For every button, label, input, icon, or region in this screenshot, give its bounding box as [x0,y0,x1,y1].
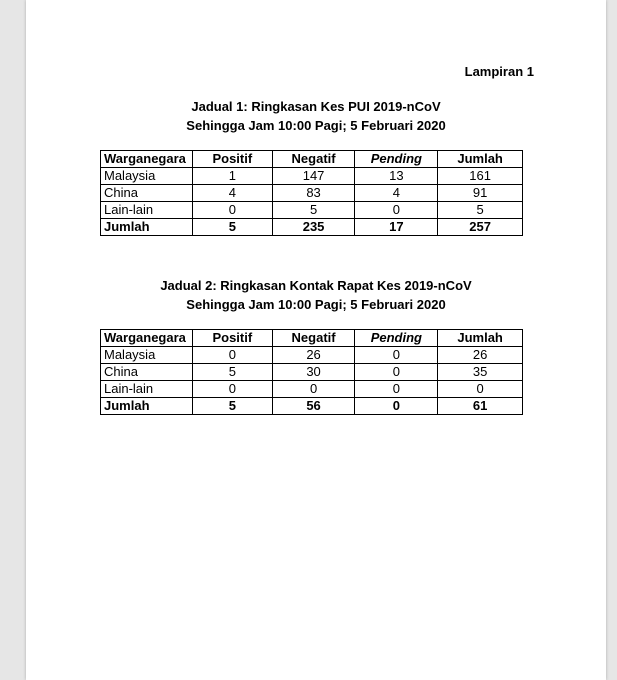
cell-jumlah: 161 [438,168,523,185]
header-pending: Pending [355,151,438,168]
total-row [101,398,523,415]
header-negatif: Negatif [272,151,355,168]
cell-pending: 0 [355,381,438,398]
table-row [101,185,523,202]
cell-country: China [101,364,193,381]
cell-total-label: Jumlah [101,219,193,236]
cell-jumlah: 26 [438,347,523,364]
cell-country: China [101,185,193,202]
cell-total-jumlah: 257 [438,219,523,236]
cell-positif: 0 [192,202,272,219]
cell-negatif: 147 [272,168,355,185]
pui-summary-table [100,150,523,236]
cell-total-label: Jumlah [101,398,193,415]
table2-title-line1: Jadual 2: Ringkasan Kontak Rapat Kes 2019-nCoV [160,278,472,293]
cell-country: Malaysia [101,347,193,364]
cell-negatif: 83 [272,185,355,202]
cell-country: Malaysia [101,168,193,185]
cell-country: Lain-lain [101,202,193,219]
cell-total-positif: 5 [192,219,272,236]
header-jumlah: Jumlah [438,330,523,347]
cell-total-jumlah: 61 [438,398,523,415]
cell-negatif: 30 [272,364,355,381]
table-row [101,202,523,219]
cell-country: Lain-lain [101,381,193,398]
table-header-row [101,330,523,347]
cell-pending: 0 [355,202,438,219]
cell-jumlah: 5 [438,202,523,219]
cell-total-negatif: 56 [272,398,355,415]
total-row [101,219,523,236]
table2-title-line2: Sehingga Jam 10:00 Pagi; 5 Februari 2020 [186,297,446,312]
table-row [101,168,523,185]
annex-label: Lampiran 1 [464,64,534,79]
header-positif: Positif [192,330,272,347]
cell-pending: 0 [355,364,438,381]
header-positif: Positif [192,151,272,168]
cell-negatif: 0 [272,381,355,398]
cell-positif: 4 [192,185,272,202]
table-row [101,381,523,398]
table-row [101,364,523,381]
table-row [101,347,523,364]
cell-positif: 1 [192,168,272,185]
cell-negatif: 5 [272,202,355,219]
cell-pending: 4 [355,185,438,202]
header-warganegara: Warganegara [101,330,193,347]
cell-total-positif: 5 [192,398,272,415]
header-jumlah: Jumlah [438,151,523,168]
cell-jumlah: 35 [438,364,523,381]
document-page [26,0,606,680]
header-pending: Pending [355,330,438,347]
table1-title-line2: Sehingga Jam 10:00 Pagi; 5 Februari 2020 [186,118,446,133]
cell-pending: 13 [355,168,438,185]
header-warganegara: Warganegara [101,151,193,168]
cell-jumlah: 91 [438,185,523,202]
table1-title-line1: Jadual 1: Ringkasan Kes PUI 2019-nCoV [191,99,441,114]
cell-jumlah: 0 [438,381,523,398]
cell-positif: 0 [192,347,272,364]
table-header-row [101,151,523,168]
cell-pending: 0 [355,347,438,364]
cell-total-pending: 0 [355,398,438,415]
table1-title [26,97,606,135]
cell-negatif: 26 [272,347,355,364]
cell-positif: 0 [192,381,272,398]
cell-positif: 5 [192,364,272,381]
header-negatif: Negatif [272,330,355,347]
table2-title [26,276,606,314]
cell-total-pending: 17 [355,219,438,236]
cell-total-negatif: 235 [272,219,355,236]
close-contact-summary-table [100,329,523,415]
